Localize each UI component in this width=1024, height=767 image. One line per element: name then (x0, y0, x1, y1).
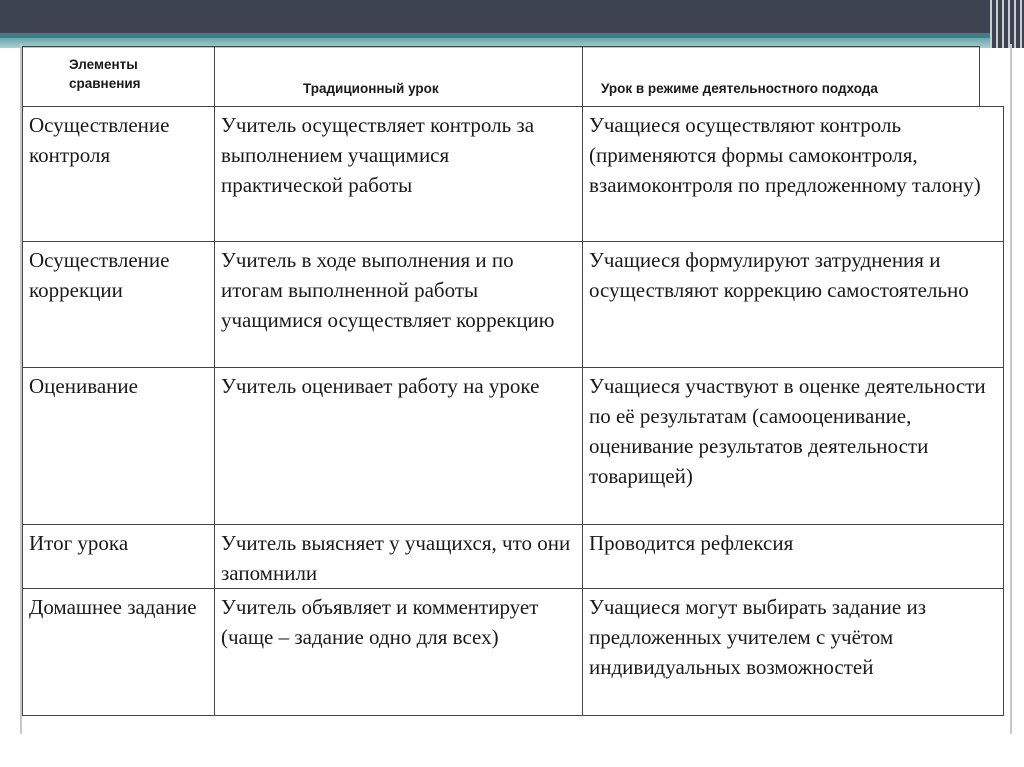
banner-stripes (990, 0, 1024, 48)
table-row (23, 107, 1004, 242)
row-element-cell: Домашнее задание (23, 589, 215, 716)
table-row (23, 368, 1004, 525)
row-activity-cell: Учащиеся участвуют в оценке деятельности по её результатам (самооценивание, оценивание результатов деятельности товарищей) (583, 368, 1004, 525)
row-element-cell: Осуществление коррекции (23, 242, 215, 368)
row-element-cell: Итог урока (23, 525, 215, 589)
banner-dark-band (0, 0, 1024, 33)
table-row (23, 525, 1004, 589)
top-banner (0, 0, 1024, 48)
header-col1-line1: Элементы (69, 57, 138, 72)
table-row (23, 242, 1004, 368)
row-traditional-cell: Учитель оценивает работу на уроке (215, 368, 583, 525)
row-traditional-cell: Учитель объявляет и комментирует (чаще – задание одно для всех) (215, 589, 583, 716)
header-traditional-lesson: Традиционный урок (215, 47, 583, 107)
row-activity-cell: Проводится рефлексия (583, 525, 1004, 589)
header-activity-lesson: Урок в режиме деятельностного подхода (601, 81, 878, 96)
row-element-cell: Оценивание (23, 368, 215, 525)
row-traditional-cell: Учитель осуществляет контроль за выполнением учащимися практической работы (215, 107, 583, 242)
row-activity-cell: Учащиеся формулируют затруднения и осуществляют коррекцию самостоятельно (583, 242, 1004, 368)
comparison-table (22, 106, 1004, 716)
table-row (23, 589, 1004, 716)
header-col1-line2: сравнения (69, 76, 141, 91)
row-activity-cell: Учащиеся могут выбирать задание из предложенных учителем с учётом индивидуальных возможностей (583, 589, 1004, 716)
row-element-cell: Осуществление контроля (23, 107, 215, 242)
row-traditional-cell: Учитель выясняет у учащихся, что они запомнили (215, 525, 583, 589)
row-activity-cell: Учащиеся осуществляют контроль (применяются формы самоконтроля, взаимоконтроля по предложенному талону) (583, 107, 1004, 242)
frame-right-line (1010, 44, 1012, 734)
row-traditional-cell: Учитель в ходе выполнения и по итогам выполненной работы учащимися осуществляет коррекцию (215, 242, 583, 368)
table-header (22, 46, 980, 106)
header-elements-of-comparison (23, 47, 215, 107)
